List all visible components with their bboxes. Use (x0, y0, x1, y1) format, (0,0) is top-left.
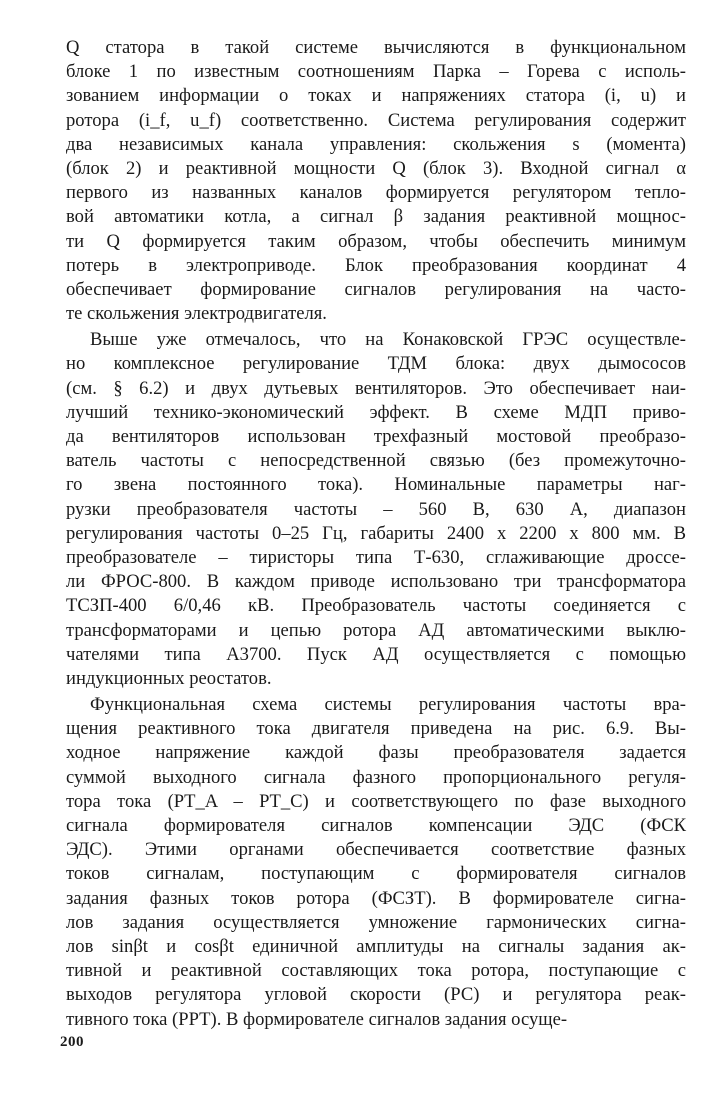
text-line: ти Q формируется таким образом, чтобы обеспечить минимум (66, 230, 686, 252)
text-line: регулирования частоты 0–25 Гц, габариты 2400 x 2200 x 800 мм. В (66, 522, 686, 544)
text-line: тивного тока (РРТ). В формирователе сигналов задания осуще- (66, 1008, 568, 1030)
text-line: ходное напряжение каждой фазы преобразователя задается (66, 742, 686, 764)
text-line: ли ФРОС-800. В каждом приводе использовано три трансформатора (66, 571, 686, 593)
text-line: да вентиляторов использован трехфазный мостовой преобразо- (66, 426, 686, 447)
text-line: преобразователе – тиристоры типа Т-630, сглаживающие дроссе- (66, 546, 686, 568)
page-number: 200 (60, 1034, 84, 1050)
text-line: щения реактивного тока двигателя приведена на рис. 6.9. Вы- (66, 718, 686, 740)
text-line: ТСЗП-400 6/0,46 кВ. Преобразователь частоты соединяется с (66, 595, 686, 617)
text-line: обеспечивает формирование сигналов регулирования на часто- (66, 278, 686, 300)
text-line: Функциональная схема системы регулирования частоты вра- (90, 694, 686, 716)
text-line: Выше уже отмечалось, что на Конаковской ГРЭС осуществле- (90, 329, 686, 351)
paragraph-3 (66, 693, 686, 1032)
text-line: тивной и реактивной составляющих тока ротора, поступающие с (66, 960, 686, 982)
text-line: го звена постоянного тока). Номинальные параметры наг- (66, 474, 686, 496)
text-line: ЭДС). Этими органами обеспечивается соответствие фазных (66, 839, 686, 861)
text-line: тора тока (PT_A – PT_C) и соответствующего по фазе выходного (66, 790, 686, 812)
text-line: выходов регулятора угловой скорости (РС) и регулятора реак- (66, 984, 686, 1006)
page-body (66, 36, 686, 1032)
text-line: задания фазных токов ротора (ФСЗТ). В формирователе сигна- (66, 887, 686, 909)
text-line: вой автоматики котла, а сигнал β задания реактивной мощнос- (66, 206, 686, 228)
text-line: (см. § 6.2) и двух дутьевых вентиляторов. Это обеспечивает наи- (66, 377, 686, 399)
text-line: ротора (i_f, u_f) соответственно. Система регулирования содержит (66, 109, 686, 131)
text-line: лов задания осуществляется умножение гармонических сигна- (66, 911, 686, 933)
text-line: рузки преобразователя частоты – 560 В, 630 А, диапазон (66, 498, 686, 520)
text-line: суммой выходного сигнала фазного пропорционального регуля- (66, 766, 686, 788)
text-line: ватель частоты с непосредственной связью (без промежуточно- (66, 450, 686, 472)
paragraph-1 (66, 36, 686, 326)
text-line: трансформаторами и цепью ротора АД автоматическими выклю- (66, 619, 686, 641)
text-line: блоке 1 по известным соотношениям Парка – Горева с исполь- (66, 61, 686, 83)
text-line: первого из названных каналов формируется регулятором тепло- (66, 182, 686, 204)
text-line: но комплексное регулирование ТДМ блока: двух дымососов (66, 353, 686, 375)
text-line: лов sinβt и cosβt единичной амплитуды на сигналы задания ак- (66, 935, 686, 957)
text-line: индукционных реостатов. (66, 667, 272, 689)
paragraph-2 (66, 328, 686, 691)
text-line: лучший технико-экономический эффект. В схеме МДП приво- (66, 401, 686, 423)
text-line: те скольжения электродвигателя. (66, 303, 327, 325)
text-line: чателями типа А3700. Пуск АД осуществляется с помощью (66, 643, 686, 665)
text-line: сигнала формирователя сигналов компенсации ЭДС (ФСК (66, 815, 686, 836)
text-line: токов сигналам, поступающим с формирователя сигналов (66, 863, 686, 885)
text-line: Q статора в такой системе вычисляются в функциональном (66, 37, 686, 58)
text-line: зованием информации о токах и напряжениях статора (i, u) и (66, 85, 686, 107)
text-line: (блок 2) и реактивной мощности Q (блок 3). Входной сигнал α (66, 157, 686, 179)
text-line: потерь в электроприводе. Блок преобразования координат 4 (66, 254, 686, 276)
text-line: два независимых канала управления: скольжения s (момента) (66, 133, 686, 155)
